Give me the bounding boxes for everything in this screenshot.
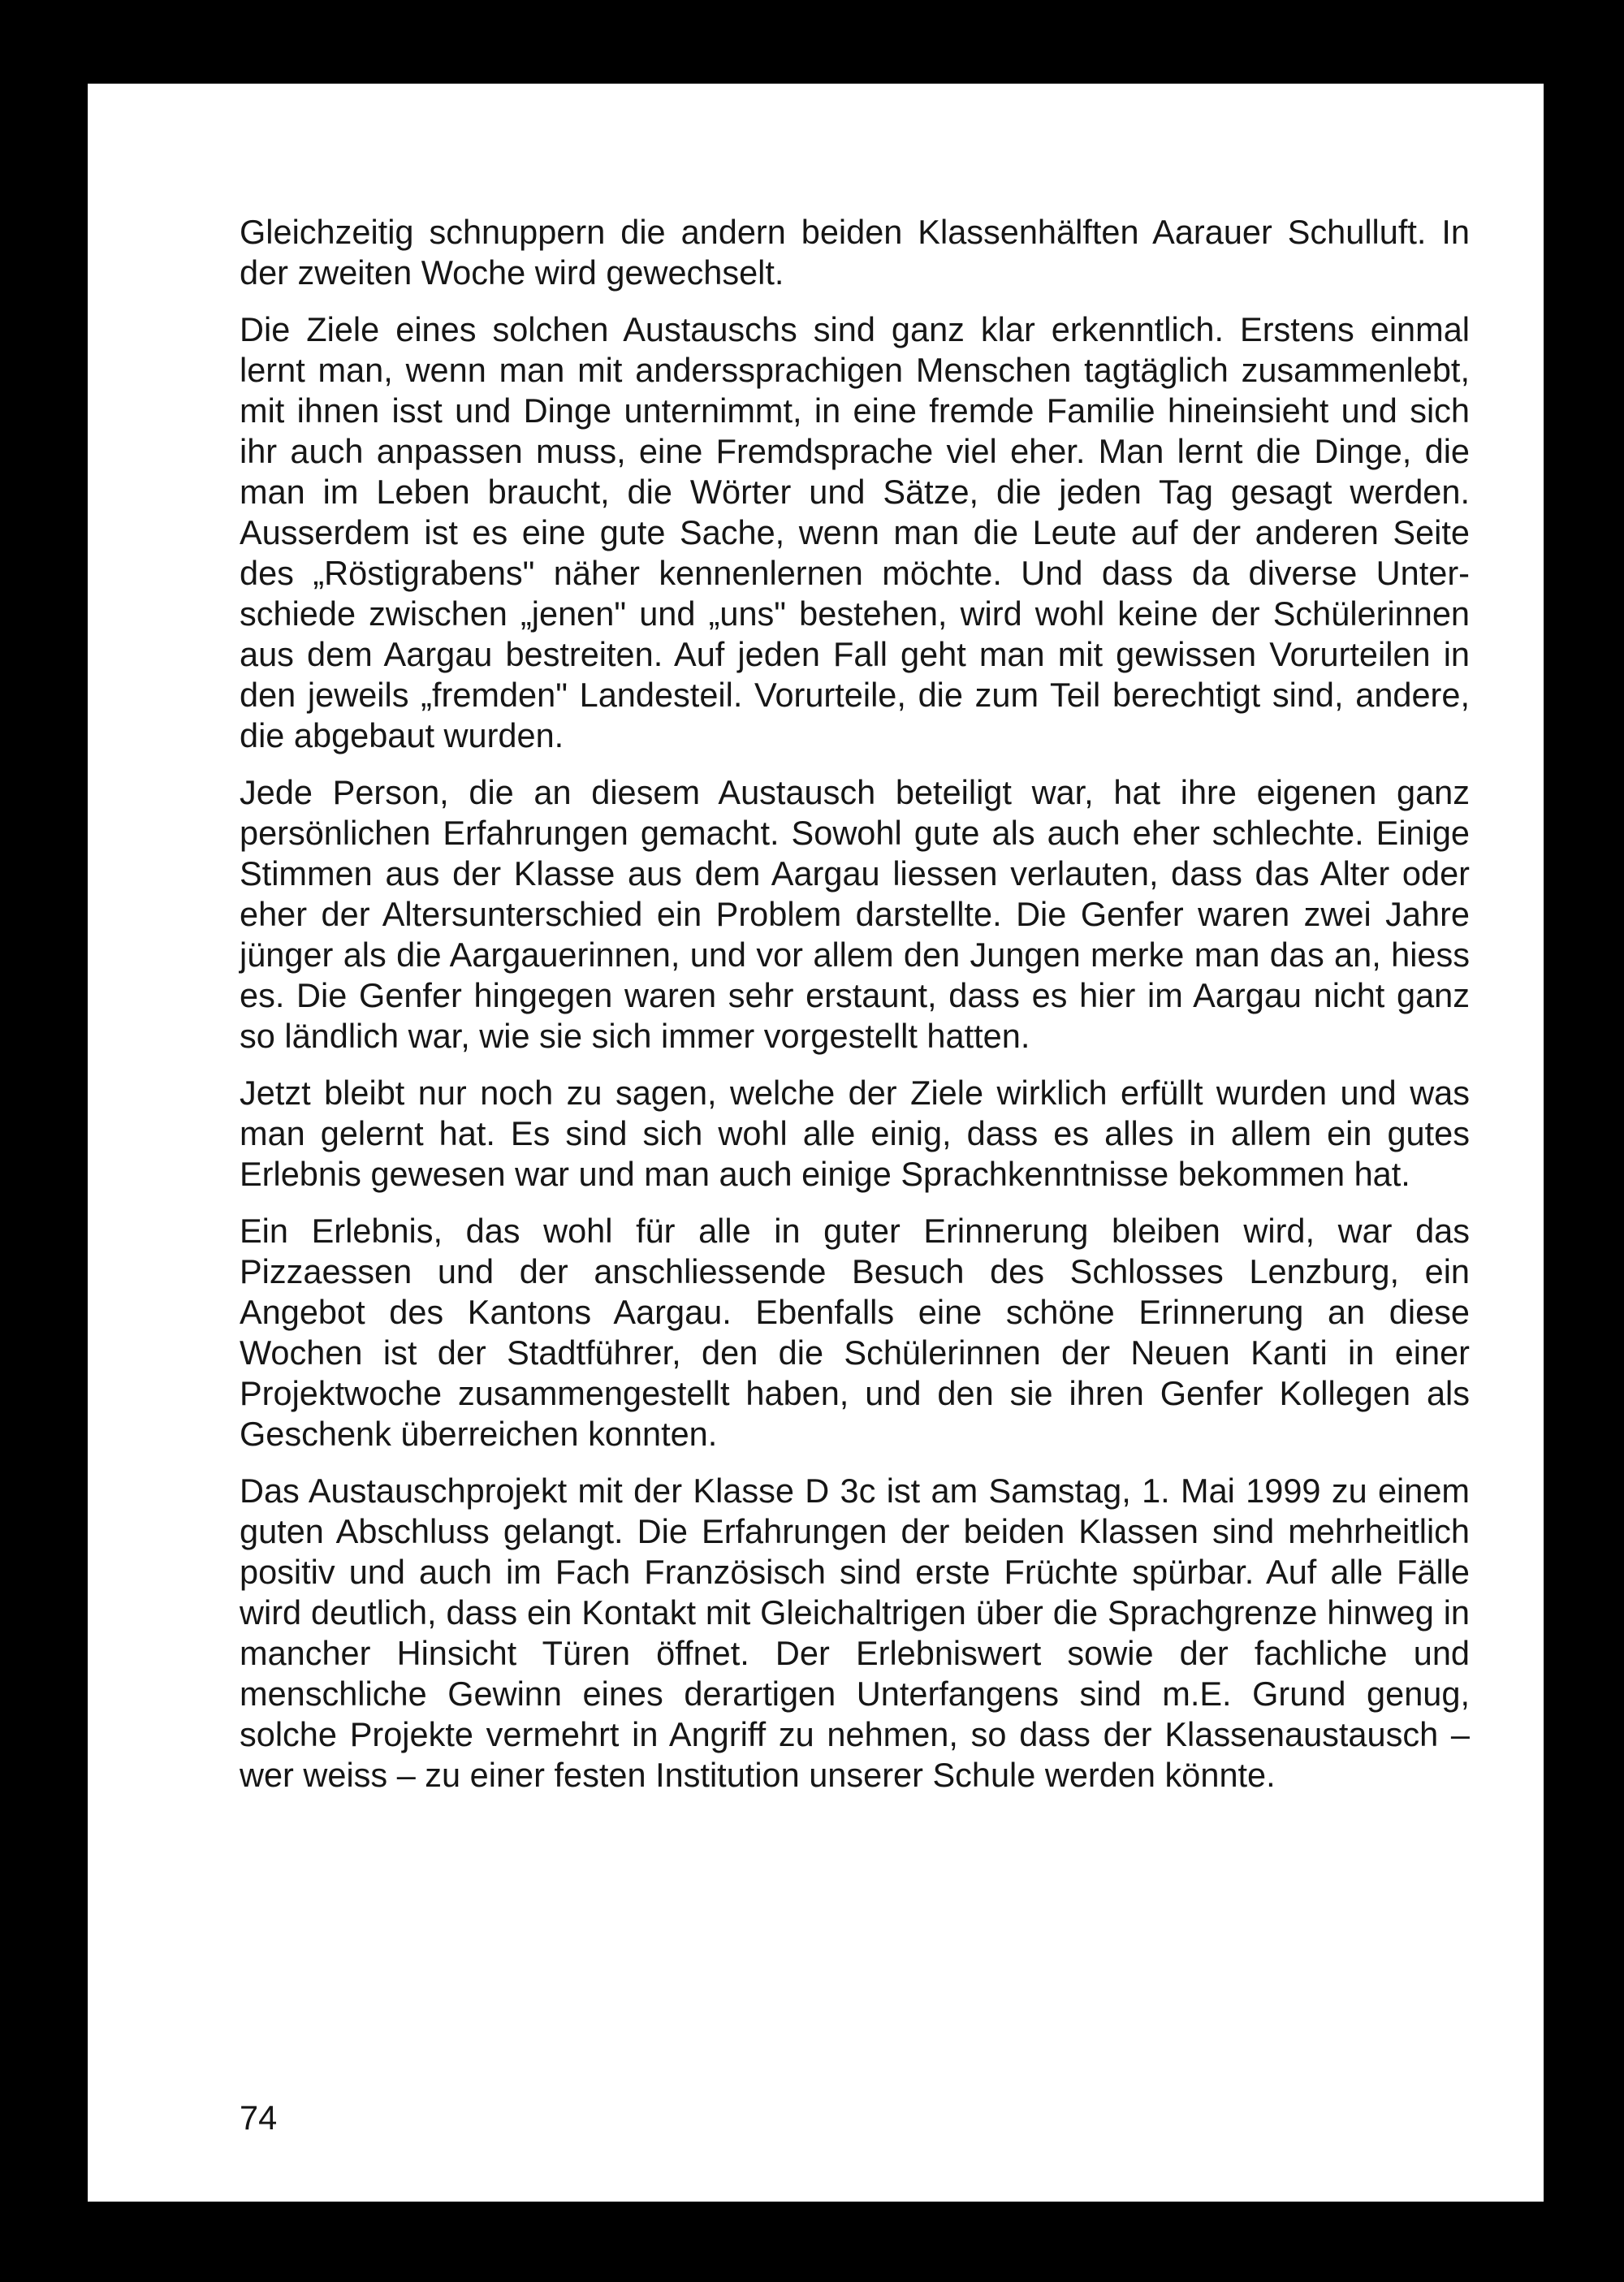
body-text — [240, 212, 1470, 1812]
paragraph-3: Jede Person, die an diesem Austausch beteiligt war, hat ihre eigenen ganz persönlichen Erfahrungen gemacht. Sowohl gute als auch eher schlechte. Einige Stimmen aus der Klasse aus dem Aargau liessen verlauten, dass das Alter oder eher der Altersunterschied ein Problem darstellte. Die Genfer waren zwei Jahre jünger als die Aargauerinnen, und vor allem den Jungen merke man das an, hiess es. Die Genfer hingegen waren sehr erstaunt, dass es hier im Aargau nicht ganz so ländlich war, wie sie sich immer vorgestellt hatten. — [240, 773, 1470, 1055]
page-number: 74 — [240, 2098, 278, 2137]
paragraph-6: Das Austauschprojekt mit der Klasse D 3c ist am Samstag, 1. Mai 1999 zu einem guten Abschluss gelangt. Die Erfahrungen der beiden Klassen sind mehrheitlich positiv und auch im Fach Französisch sind erste Früchte spürbar. Auf alle Fälle wird deutlich, dass ein Kontakt mit Gleichaltrigen über die Sprachgrenze hinweg in mancher Hinsicht Türen öffnet. Der Erlebniswert sowie der fachliche und menschliche Gewinn eines derartigen Unterfangens sind m.E. Grund genug, solche Projekte vermehrt in Angriff zu nehmen, so dass der Klassenaustausch – wer weiss – zu einer festen Institution unserer Schule werden könnte. — [240, 1472, 1470, 1794]
paragraph-4: Jetzt bleibt nur noch zu sagen, welche der Ziele wirklich erfüllt wurden und was man gelernt hat. Es sind sich wohl alle einig, dass es alles in allem ein gutes Erlebnis gewesen war und man auch einige Sprachkenntnisse bekommen hat. — [240, 1074, 1470, 1193]
paragraph-2: Die Ziele eines solchen Austauschs sind ganz klar erkenntlich. Erstens einmal lernt man, wenn man mit anderssprachigen Menschen tagtäglich zusammenlebt, mit ihnen isst und Dinge unternimmt, in eine fremde Familie hineinsieht und sich ihr auch anpassen muss, eine Fremdsprache viel eher. Man lernt die Dinge, die man im Leben braucht, die Wörter und Sätze, die jeden Tag gesagt werden. Ausserdem ist es eine gute Sache, wenn man die Leute auf der anderen Seite des „Röstigrabens" näher kennenlernen möchte. Und dass da diverse Unterschiede zwischen „jenen" und „uns" bestehen, wird wohl keine der Schülerinnen aus dem Aargau bestreiten. Auf jeden Fall geht man mit gewissen Vorurteilen in den jeweils „fremden" Landesteil. Vorurteile, die zum Teil berechtigt sind, andere, die abgebaut wurden. — [240, 310, 1470, 754]
paragraph-1: Gleichzeitig schnuppern die andern beiden Klassenhälften Aarauer Schulluft. In der zweiten Woche wird gewechselt. — [240, 213, 1470, 292]
document-page — [88, 84, 1544, 2202]
paragraph-5: Ein Erlebnis, das wohl für alle in guter Erinnerung bleiben wird, war das Pizzaessen und der anschliessende Besuch des Schlosses Lenzburg, ein Angebot des Kantons Aargau. Ebenfalls eine schöne Erinnerung an diese Wochen ist der Stadtführer, den die Schülerinnen der Neuen Kanti in einer Projektwoche zusammengestellt haben, und den sie ihren Genfer Kollegen als Geschenk überreichen konnten. — [240, 1212, 1470, 1453]
